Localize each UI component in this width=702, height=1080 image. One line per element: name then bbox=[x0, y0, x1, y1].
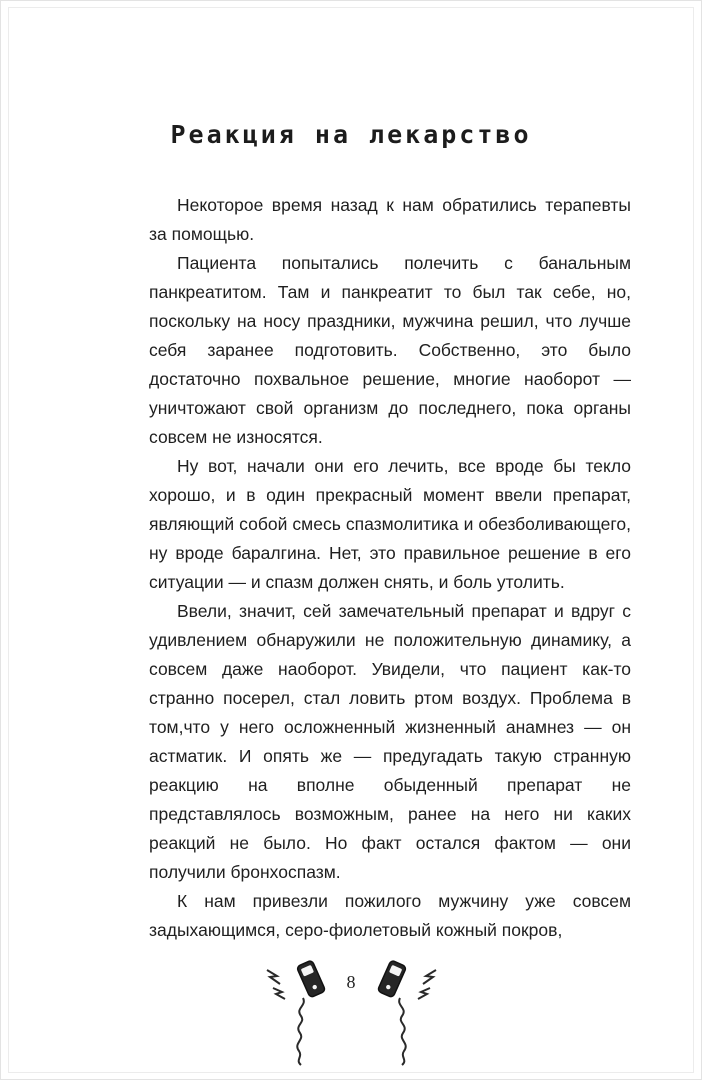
lightning-icon bbox=[418, 988, 430, 999]
body-text bbox=[149, 191, 631, 945]
lightning-icon bbox=[273, 988, 285, 999]
phone-with-lightning-doodle-right bbox=[366, 954, 444, 1066]
paragraph: Ну вот, начали они его лечить, все вроде бы текло хорошо, и в один прекрасный момент ввели препарат, являющий собой смесь спазмолитика и обезболивающего, ну вроде баралгина. Нет, это правильное решение в его ситуации — и спазм должен снять, и боль утолить. bbox=[149, 456, 631, 592]
phone-cord bbox=[399, 998, 406, 1065]
paragraph: Ввели, значит, сей замечательный препарат и вдруг с удивлением обнаружили не положительную динамику, а совсем даже наоборот. Увидели, что пациент как-то странно посерел, стал ловить ртом воздух. Проблема в том,что у него осложненный жизненный анамнез — он астматик. И опять же — предугадать такую странную реакцию на вполне обыденный препарат не представлялось возможным, ранее на него ни каких реакций не было. Но факт остался фактом — они получили бронхоспазм. bbox=[149, 601, 631, 882]
phone-icon bbox=[296, 960, 325, 998]
paragraph: Пациента попытались полечить с банальным панкреатитом. Там и панкреатит то был так себе, но, поскольку на носу праздники, мужчина решил, что лучше себя заранее подготовить. Собственно, это было достаточно похвальное решение, многие наоборот — уничтожают свой организм до последнего, пока органы совсем не износятся. bbox=[149, 253, 631, 447]
page-number: 8 bbox=[346, 972, 356, 992]
phone-icon bbox=[377, 960, 406, 998]
paragraph: Некоторое время назад к нам обратились терапевты за помощью. bbox=[149, 195, 631, 244]
lightning-icon bbox=[267, 970, 280, 984]
chapter-title: Реакция на лекарство bbox=[170, 120, 532, 149]
page-margin-frame bbox=[8, 7, 694, 1073]
phone-cord bbox=[297, 998, 304, 1065]
lightning-icon bbox=[423, 970, 436, 984]
paragraph: К нам привезли пожилого мужчину уже совсем задыхающимся, серо-фиолетовый кожный покров, bbox=[149, 891, 631, 940]
phone-with-lightning-doodle-left bbox=[259, 954, 337, 1066]
page-footer bbox=[9, 954, 693, 1072]
